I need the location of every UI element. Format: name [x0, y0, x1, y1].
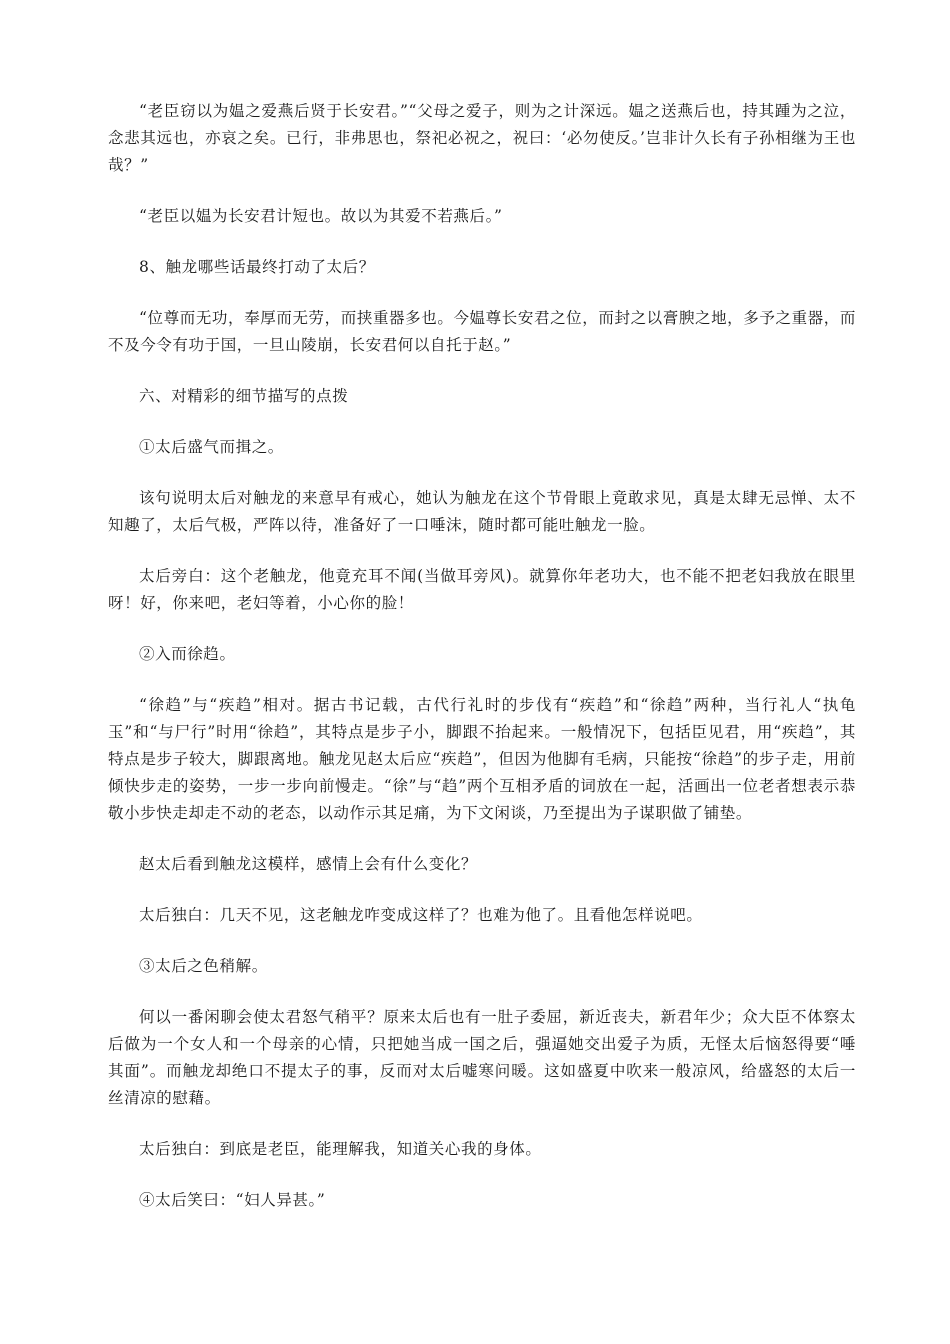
paragraph-quote-short-plan: “老臣以媪为长安君计短也。故以为其爱不若燕后。” — [139, 207, 503, 225]
paragraph-explanation-3: 何以一番闲聊会使太君怒气稍平？原来太后也有一肚子委屈，新近丧夫，新君年少；众大臣不体察太后做为一个女人和一个母亲的心情，只把她当成一国之后，强逼她交出爱子为质，无怪太后恼怒得要“唾其面”。而触龙却绝口不提太子的事，反而对太后嘘寒问暖。这如盛夏中吹来一般凉风，给盛怒的太后一丝清凉的慰藉。 — [108, 1008, 856, 1107]
question-8: 8、触龙哪些话最终打动了太后？ — [139, 258, 375, 276]
paragraph-aside-1: 太后旁白：这个老触龙，他竟充耳不闻(当做耳旁风)。就算你年老功大，也不能不把老妇我放在眼里呀！好，你来吧，老妇等着，小心你的脸！ — [108, 567, 856, 612]
paragraph-quote-position: “位尊而无功，奉厚而无劳，而挟重器多也。今媪尊长安君之位，而封之以膏腴之地，多予之重器，而不及今令有功于国，一旦山陵崩，长安君何以自托于赵。” — [108, 309, 856, 354]
paragraph-quote-love-yan-hou: “老臣窃以为媪之爱燕后贤于长安君。”“父母之爱子，则为之计深远。媪之送燕后也，持其踵为之泣，念悲其远也，亦哀之矣。已行，非弗思也，祭祀必祝之，祝曰：‘必勿使反。’岂非计久长有子孙相继为王也哉？” — [108, 102, 856, 174]
section-heading-6: 六、对精彩的细节描写的点拨 — [139, 387, 349, 405]
detail-item-2: ②入而徐趋。 — [139, 645, 236, 663]
detail-item-4: ④太后笑曰：“妇人异甚。” — [139, 1191, 326, 1209]
paragraph-monologue-1: 太后独白：几天不见，这老触龙咋变成这样了？也难为他了。且看他怎样说吧。 — [139, 906, 703, 924]
document-body — [108, 98, 856, 1238]
detail-item-1: ①太后盛气而揖之。 — [139, 438, 284, 456]
paragraph-explanation-2: “徐趋”与“疾趋”相对。据古书记载，古代行礼时的步伐有“疾趋”和“徐趋”两种，当行礼人“执龟玉”和“与尸行”时用“徐趋”，其特点是步子小，脚跟不抬起来。一般情况下，包括臣见君，用“疾趋”，其特点是步子较大，脚跟离地。触龙见赵太后应“疾趋”，但因为他脚有毛病，只能按“徐趋”的步子走，用前倾快步走的姿势，一步一步向前慢走。“徐”与“趋”两个互相矛盾的词放在一起，活画出一位老者想表示恭敬小步快走却走不动的老态，以动作示其足痛，为下文闲谈，乃至提出为子谋职做了铺垫。 — [108, 696, 856, 822]
paragraph-explanation-1: 该句说明太后对触龙的来意早有戒心，她认为触龙在这个节骨眼上竟敢求见，真是太肆无忌惮、太不知趣了，太后气极，严阵以待，准备好了一口唾沫，随时都可能吐触龙一脸。 — [108, 489, 856, 534]
detail-item-3: ③太后之色稍解。 — [139, 957, 268, 975]
paragraph-question-feeling: 赵太后看到触龙这模样，感情上会有什么变化？ — [139, 855, 478, 873]
paragraph-monologue-2: 太后独白：到底是老臣，能理解我，知道关心我的身体。 — [139, 1140, 542, 1158]
